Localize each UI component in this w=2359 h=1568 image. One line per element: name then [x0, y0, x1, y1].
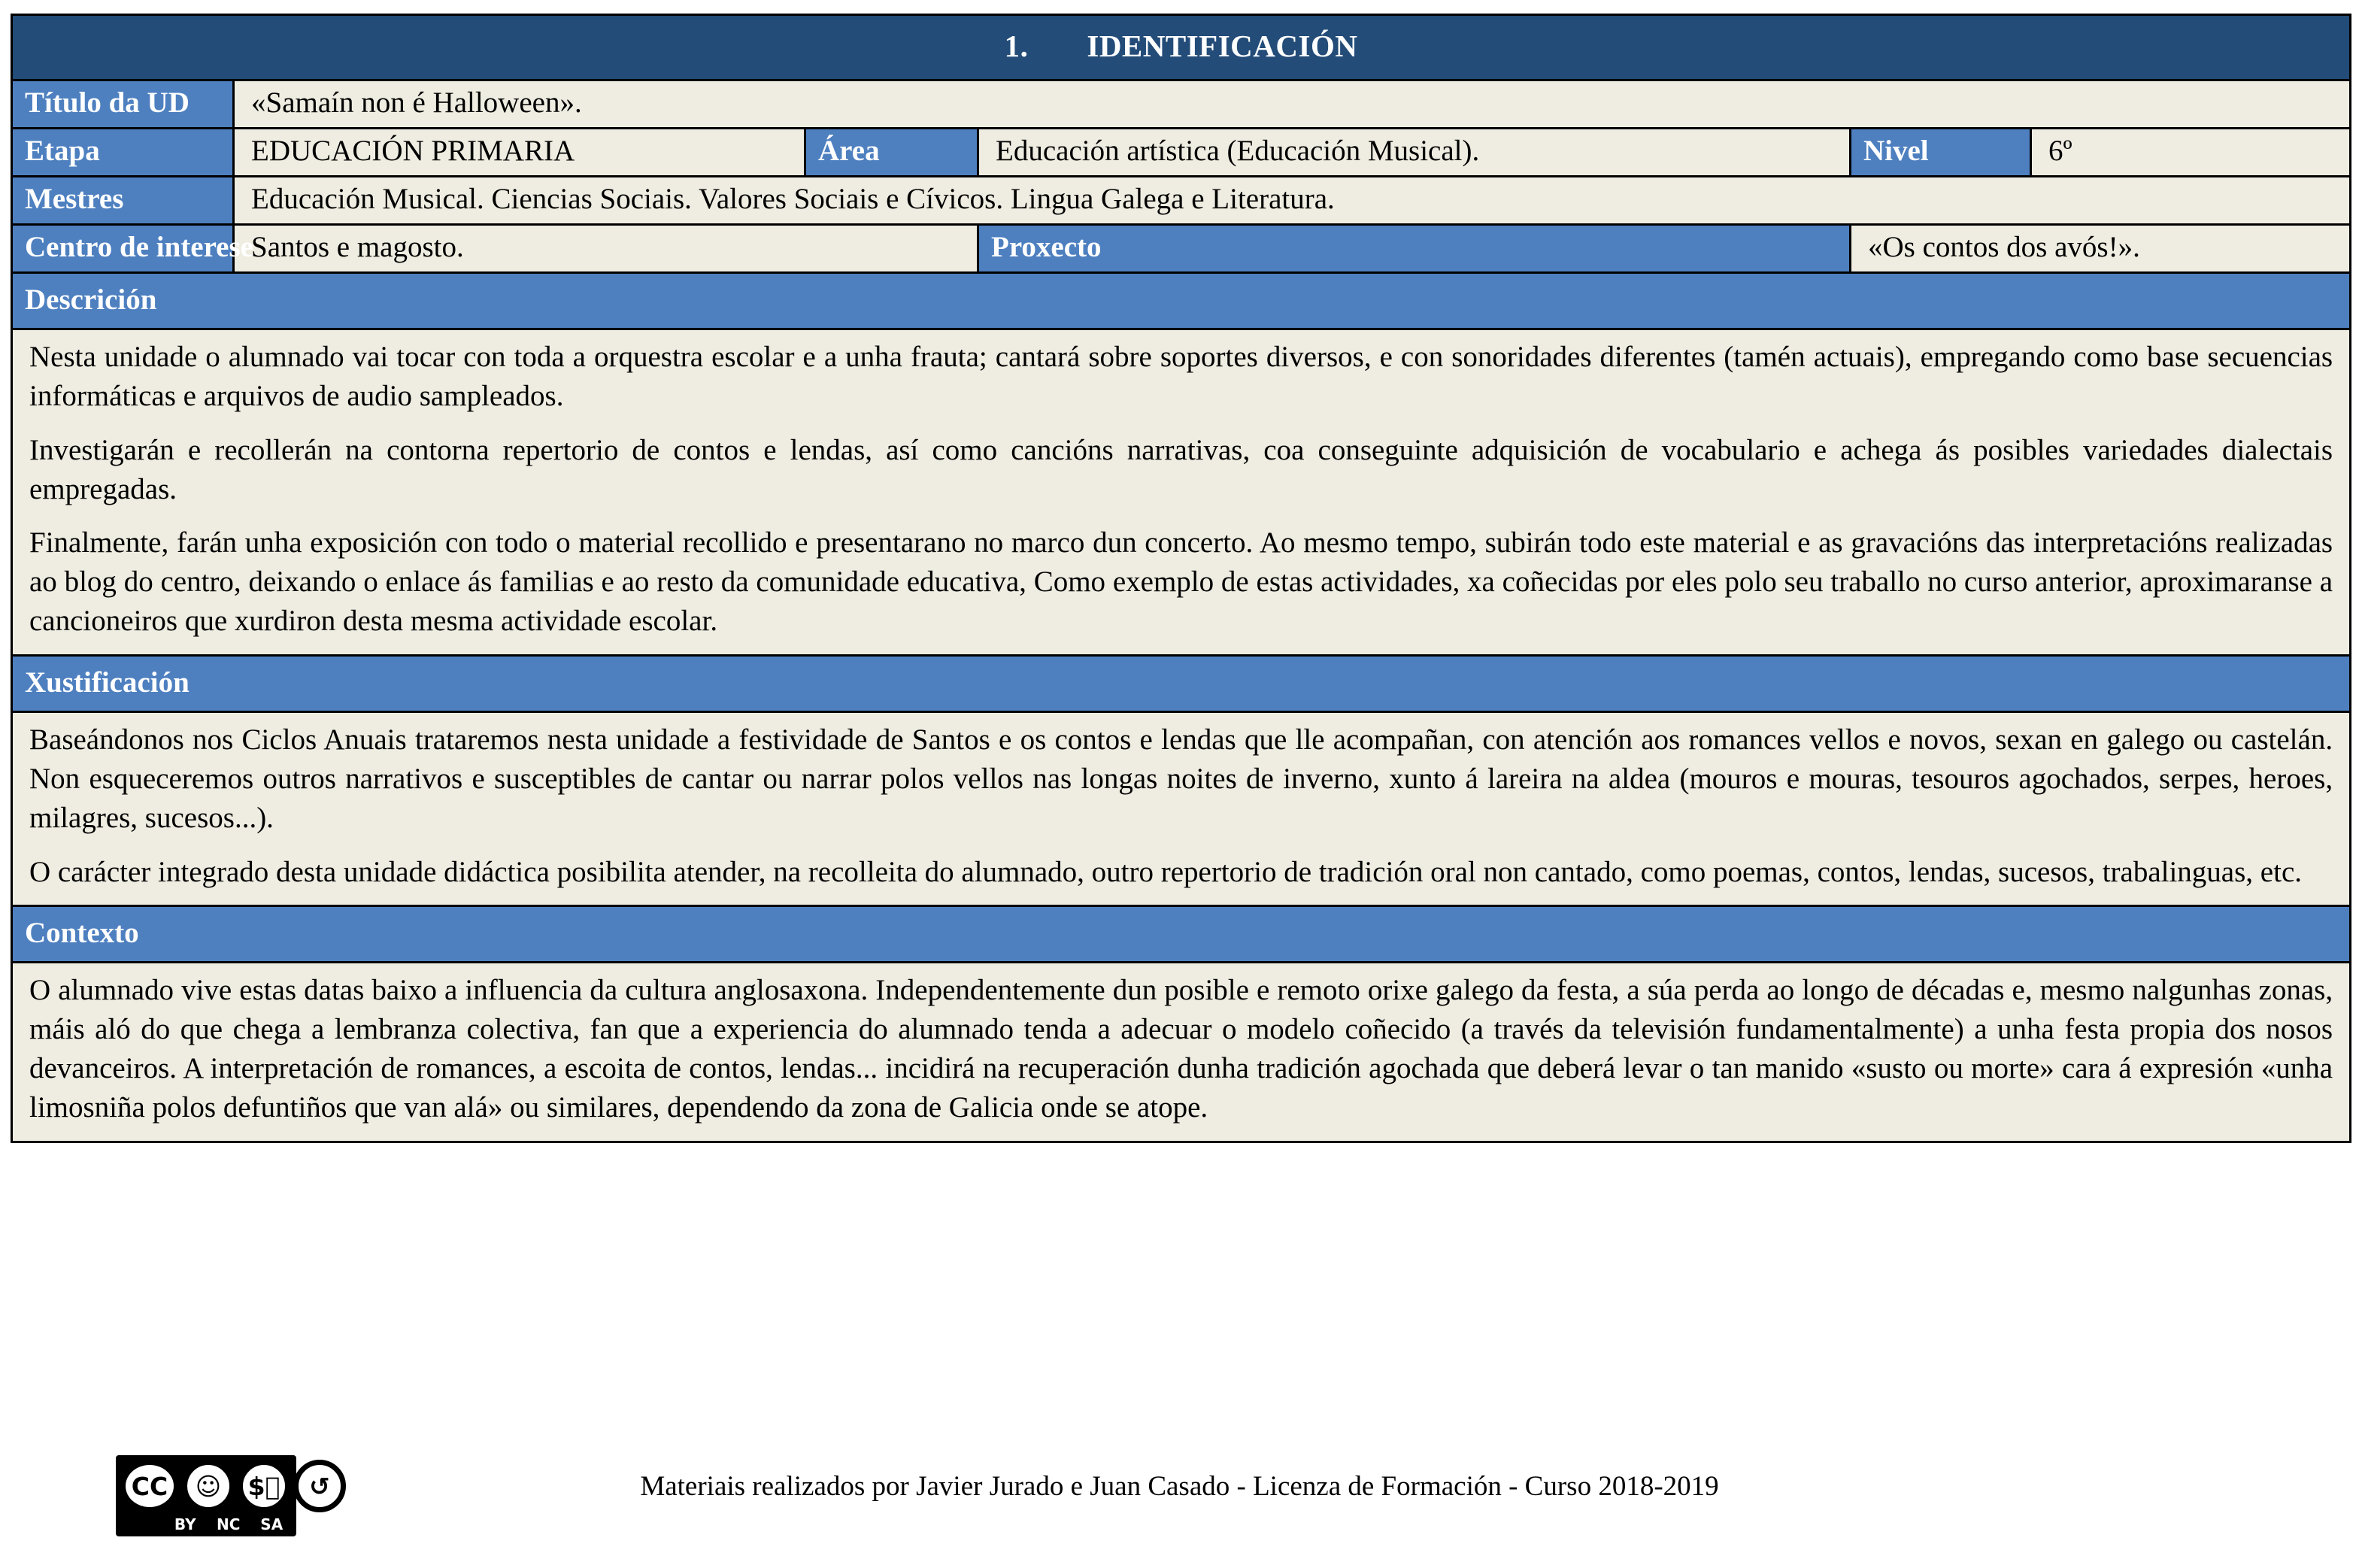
noncommercial-icon: $⃠: [238, 1460, 290, 1512]
label-nivel: Nivel: [1851, 129, 2031, 177]
footer-credit-text: Materiais realizados por Javier Jurado e Juan Casado - Licenza de Formación - Curso 2018-2019: [640, 1471, 1719, 1502]
value-titulo-da-ud: «Samaín non é Halloween».: [234, 80, 2351, 129]
label-proxecto: Proxecto: [978, 225, 1851, 273]
sharealike-icon: ↺: [293, 1460, 346, 1512]
label-centro-de-interese: Centro de interese: [12, 225, 234, 273]
value-area: Educación artística (Educación Musical).: [978, 129, 1851, 177]
section-body-contexto: [12, 963, 2351, 1142]
label-mestres: Mestres: [12, 177, 234, 225]
value-mestres: Educación Musical. Ciencias Sociais. Valores Sociais e Cívicos. Lingua Galega e Literatura.: [234, 177, 2351, 225]
table-row-titulo: [12, 80, 2351, 129]
value-etapa: EDUCACIÓN PRIMARIA: [234, 129, 805, 177]
table-row-descricion-body: [12, 329, 2351, 656]
paragraph: Nesta unidade o alumnado vai tocar con toda a orquestra escolar e a unha frauta; cantará sobre soportes diversos, e con sonoridades diferentes (tamén actuais), empregando como base secuencias informáticas e arquivos de audio sampleados.: [29, 341, 2333, 412]
section-title: IDENTIFICACIÓN: [1087, 29, 1358, 63]
section-heading-xustificacion: Xustificación: [12, 656, 2351, 712]
table-row-descricion-header: [12, 273, 2351, 329]
table-row-section-header: [12, 15, 2351, 80]
cc-label-row: [122, 1515, 292, 1533]
paragraph: O carácter integrado desta unidade didáctica posibilita atender, na recolleita do alumnado, outro repertorio de tradición oral non cantado, como poemas, contos, lendas, sucesos, trabalinguas, etc.: [29, 855, 2303, 888]
cc-mark-by: BY: [174, 1515, 196, 1533]
label-etapa: Etapa: [12, 129, 234, 177]
section-body-descricion: [12, 329, 2351, 656]
label-titulo-da-ud: Título da UD: [12, 80, 234, 129]
identification-table: [11, 14, 2351, 1143]
page-footer: [11, 1448, 2348, 1538]
section-number: 1.: [1004, 29, 1029, 63]
section-heading-descricion: Descrición: [12, 273, 2351, 329]
table-row-contexto-body: [12, 963, 2351, 1142]
table-row-centro-interese: [12, 225, 2351, 273]
table-row-mestres: [12, 177, 2351, 225]
table-row-xustificacion-body: [12, 712, 2351, 906]
paragraph: Finalmente, farán unha exposición con todo o material recollido e presentarano no marco dun concerto. Ao mesmo tempo, subirán todo este material e as gravacións das interpretacións realizadas ao blog do centro, deixando o enlace ás familias e ao resto da comunidade educativa, Como exemplo de estas actividades, xa coñecidas por eles polo seu traballo no curso anterior, aproximaranse a cancioneiros que xurdiron desta mesma actividade escolar.: [29, 526, 2333, 638]
value-proxecto: «Os contos dos avós!».: [1851, 225, 2351, 273]
section-body-xustificacion: [12, 712, 2351, 906]
cc-mark-nc: NC: [217, 1515, 241, 1533]
paragraph: Baseándonos nos Ciclos Anuais trataremos nesta unidade a festividade de Santos e os contos e lendas que lle acompañan, con atención aos romances vellos e novos, sexan en galego ou castelán. Non esqueceremos outros narrativos e susceptibles de cantar ou narrar polos vellos nas longas noites de inverno, xunto á lareira na aldea (mouros e mouras, tesouros agochados, serpes, heroes, milagres, sucesos...).: [29, 723, 2333, 834]
paragraph: O alumnado vive estas datas baixo a influencia da cultura anglosaxona. Independentemente dun posible e remoto orixe galego da festa, a súa perda ao longo de décadas e, mesmo nalgunhas zonas, máis aló do que chega a lembranza colectiva, fan que a experiencia do alumnado tenda a adecuar o modelo coñecido (a través da televisión fundamentalmente) a unha festa propia dos nosos devanceiros. A interpretación de romances, a escoita de contos, lendas... incidirá na recuperación dunha tradición agochada que deberá levar o tan manido «susto ou morte» cara á expresión «unha limosniña polos defuntiños que van alá» ou similares, dependendo da zona de Galicia onde se atope.: [29, 974, 2333, 1124]
value-nivel: 6º: [2031, 129, 2351, 177]
paragraph: Investigarán e recollerán na contorna repertorio de contos e lendas, así como cancións narrativas, coa conseguinte adquisición de vocabulario e achega ás posibles variedades dialectais empregadas.: [29, 433, 2333, 505]
section-heading-contexto: Contexto: [12, 906, 2351, 963]
cc-logo-icon: CC: [120, 1460, 179, 1512]
section-header-cell: [12, 15, 2351, 80]
label-area: Área: [805, 129, 978, 177]
attribution-person-icon: ☺: [182, 1460, 235, 1512]
table-row-contexto-header: [12, 906, 2351, 963]
table-row-etapa: [12, 129, 2351, 177]
cc-mark-sa: SA: [260, 1515, 284, 1533]
table-row-xustificacion-header: [12, 656, 2351, 712]
value-centro-de-interese: Santos e magosto.: [234, 225, 978, 273]
